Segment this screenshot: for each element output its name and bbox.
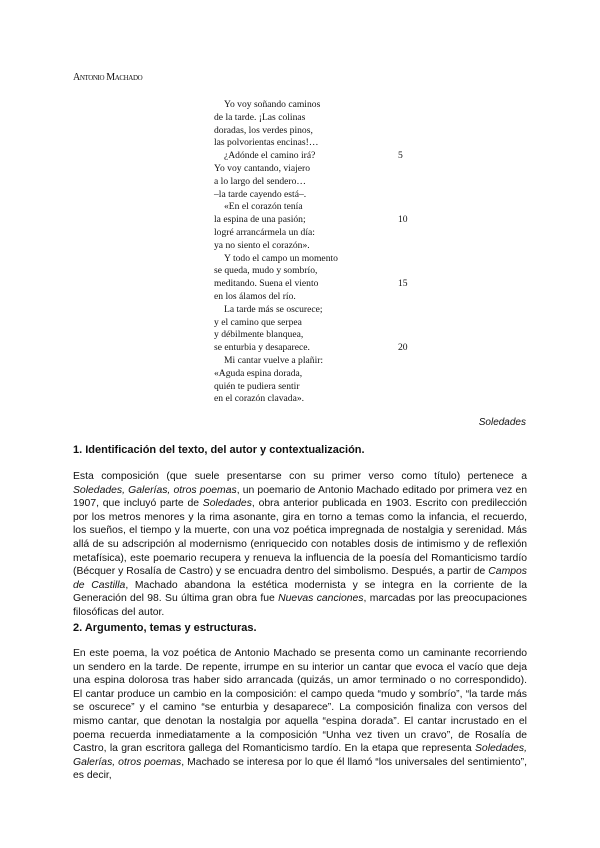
poem-line-text: Yo voy soñando caminos	[224, 99, 321, 110]
poem-line-text: las polvorientas encinas!…	[214, 137, 319, 149]
poem-line-text: la espina de una pasión;	[214, 214, 306, 226]
poem-line	[214, 253, 414, 266]
poem-line	[214, 381, 414, 394]
poem-line-text: logré arrancármela un día:	[214, 226, 315, 238]
poem-line	[214, 214, 414, 227]
poem-line-text: y el camino que serpea	[214, 316, 302, 328]
poem-line-text: y débilmente blanquea,	[214, 329, 304, 341]
poem-line-text: «Aguda espina dorada,	[214, 367, 303, 379]
poem-line-text: quién te pudiera sentir	[214, 380, 300, 392]
poem-line-text: Y todo el campo un momento	[224, 252, 338, 264]
poem-line-text: ¿Adónde el camino irá?	[224, 150, 316, 162]
poem-line	[214, 112, 414, 125]
poem-line	[214, 304, 414, 317]
poem-source: Soledades	[478, 417, 526, 428]
poem-line	[214, 176, 414, 189]
poem-line	[214, 125, 414, 138]
poem	[214, 99, 414, 406]
poem-line	[214, 137, 414, 150]
poem-line-text: Mi cantar vuelve a plañir:	[224, 354, 324, 366]
poem-line-text: de la tarde. ¡Las colinas	[214, 111, 306, 123]
poem-line-text: La tarde más se oscurece;	[224, 303, 323, 315]
poem-line	[214, 291, 414, 304]
poem-line	[214, 342, 414, 355]
poem-line-text: doradas, los verdes pinos,	[214, 124, 313, 136]
poem-line	[214, 368, 414, 381]
poem-line-text: –la tarde cayendo está–.	[214, 188, 307, 200]
poem-line-text: se queda, mudo y sombrío,	[214, 265, 318, 277]
section-1-paragraph: Esta composición (que suele presentarse con su primer verso como título) pertenece a Soledades, Galerías, otros poemas, un poemario de Antonio Machado editado por primera vez en 1907, que incluyó parte de Soledades, obra anterior publicada en 1903. Escrito con predilección por los metros menores y la rima asonante, gira en torno a temas como la infancia, el recuerdo, los sueños, el tiempo y la muerte, con una voz poética impregnada de nostalgia y serenidad. Más allá de su adscripción al modernismo (enriquecido con notables dosis de intimismo y de reflexión metafísica), este poemario recupera y renueva la influencia de la poesía del Romanticismo tardío (Bécquer y Rosalía de Castro) y se encuadra dentro del simbolismo. Después, a partir de Campos de Castilla, Machado abandona la estética modernista y se integra en la corriente de la Generación del 98. Su última gran obra fue Nuevas canciones, marcadas por las preocupaciones filosóficas del autor.	[73, 471, 528, 618]
section-2-heading: 2. Argumento, temas y estructuras.	[73, 622, 257, 634]
verse-number: 20	[398, 342, 408, 354]
poem-line-text: «En el corazón tenía	[224, 201, 303, 213]
poem-line	[214, 240, 414, 253]
poem-line-text: en los álamos del río.	[214, 290, 296, 302]
poem-line	[214, 393, 414, 406]
poem-line-text: meditando. Suena el viento	[214, 278, 319, 290]
verse-number: 15	[398, 278, 408, 290]
poem-line-text: ya no siento el corazón».	[214, 239, 310, 251]
poem-line	[214, 99, 414, 112]
poem-line	[214, 189, 414, 202]
verse-number: 5	[398, 150, 403, 162]
poem-line	[214, 317, 414, 330]
poem-line	[214, 201, 414, 214]
poem-line	[214, 163, 414, 176]
author-header: Antonio Machado	[73, 72, 143, 83]
section-2-paragraph: En este poema, la voz poética de Antonio Machado se presenta como un caminante recorriendo un sendero en la tarde. De repente, irrumpe en su interior un cantar que evoca el vacío que deja una espina dolorosa tras haber sido arrancada (quizás, un amor terminado o no correspondido). El cantar produce un cambio en la composición: el campo queda “mudo y sombrío”, “la tarde más se oscurece” y el camino “se enturbia y desaparece”. La composición finaliza con versos del mismo cantar, que denotan la nostalgia por aquella “espina dorada”. El cantar incrustado en el poema recuerda inmediatamente a la composición “Unha vez tiven un cravo”, de Rosalía de Castro, la gran escritora gallega del Romanticismo tardío. En la etapa que representa Soledades, Galerías, otros poemas, Machado se interesa por lo que él llamó “los universales del sentimiento”, es decir,	[73, 648, 527, 782]
poem-line-text: a lo largo del sendero…	[214, 175, 307, 187]
section-1-heading: 1. Identificación del texto, del autor y contextualización.	[73, 444, 365, 456]
poem-line	[214, 329, 414, 342]
poem-line-text: en el corazón clavada».	[214, 393, 305, 405]
poem-line	[214, 150, 414, 163]
poem-line-text: Yo voy cantando, viajero	[214, 162, 311, 174]
poem-line	[214, 227, 414, 240]
poem-line-text: se enturbia y desaparece.	[214, 342, 310, 354]
poem-line	[214, 265, 414, 278]
verse-number: 10	[398, 214, 408, 226]
poem-line	[214, 278, 414, 291]
poem-line	[214, 355, 414, 368]
